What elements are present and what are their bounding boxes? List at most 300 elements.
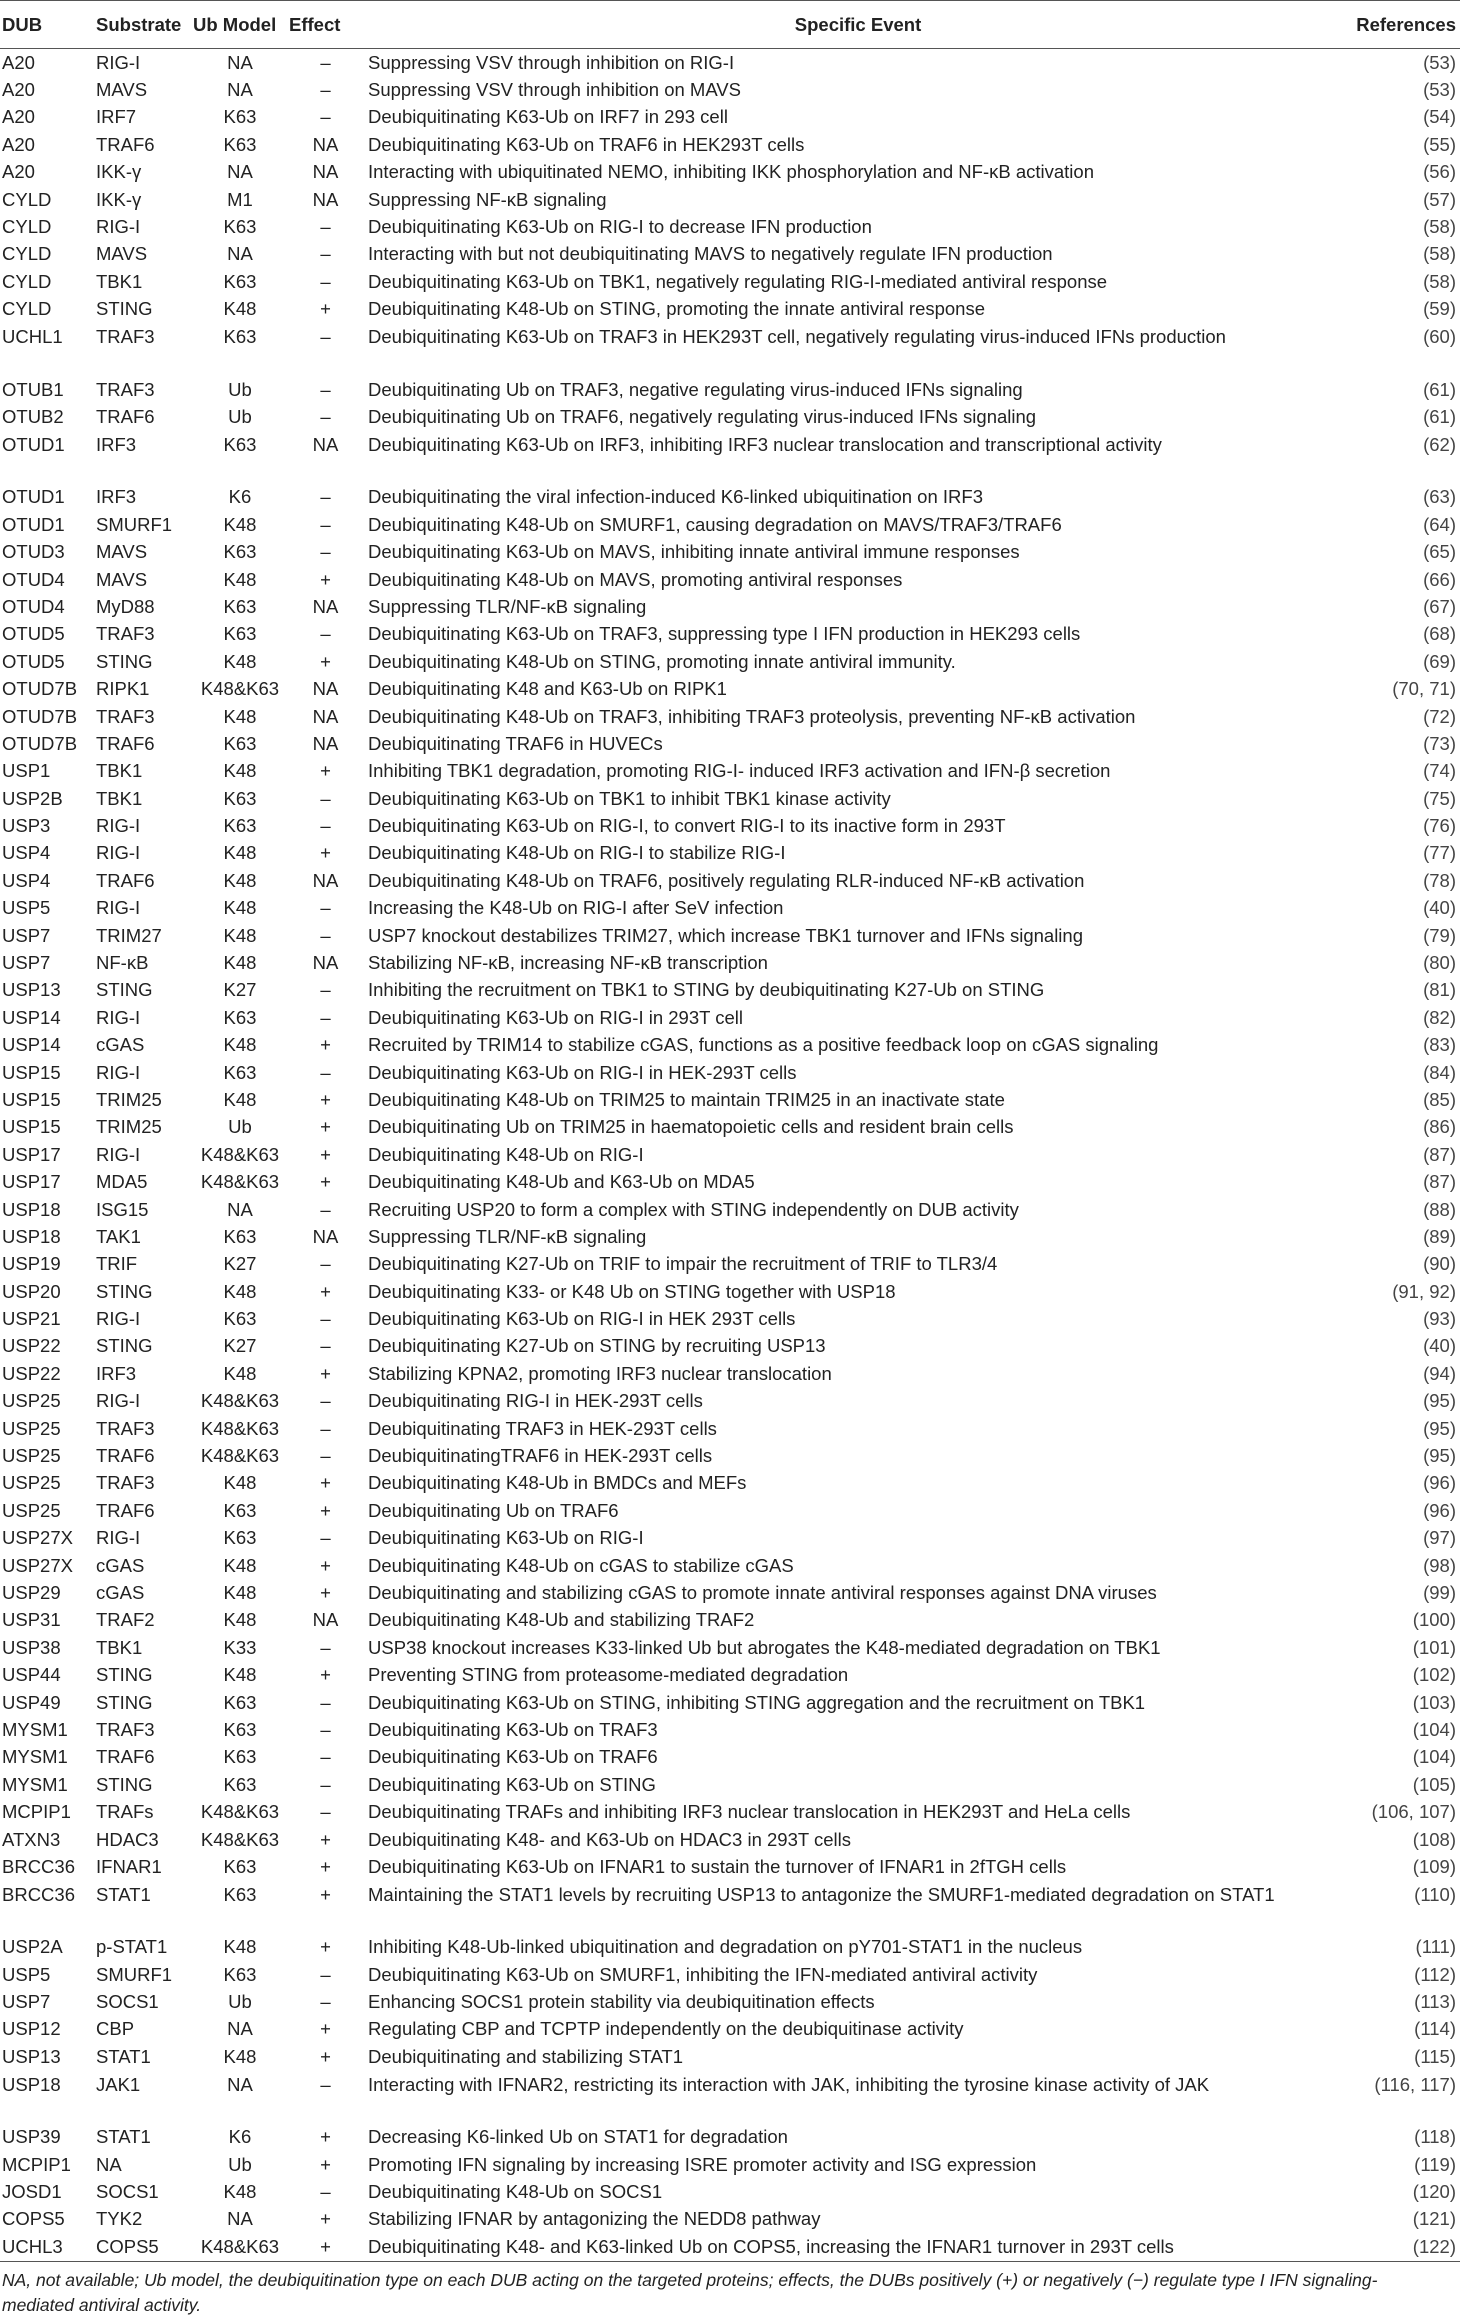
- cell-effect: –: [320, 1445, 331, 1467]
- cell-effect: –: [320, 1417, 331, 1439]
- cell-ub-model: K48&K63: [191, 2233, 287, 2261]
- cell-references: (40): [1423, 1335, 1456, 1357]
- cell-substrate: TRAF3: [96, 378, 155, 400]
- cell-ub-model: K48: [223, 1609, 257, 1631]
- cell-specific-event: Deubiquitinating K63-Ub on IRF3, inhibiting IRF3 nuclear translocation and transcriptional activity: [368, 433, 1162, 455]
- cell-references: (89): [1423, 1225, 1456, 1247]
- cell-references: (61): [1423, 378, 1456, 400]
- cell-dub: A20: [2, 161, 35, 183]
- table-header: [0, 1, 1460, 49]
- cell-effect: –: [320, 1308, 331, 1330]
- cell-ub-model: K48: [223, 897, 257, 919]
- cell-ub-model: K63: [223, 1718, 257, 1740]
- cell-dub: CYLD: [2, 298, 52, 320]
- cell-references: (88): [1423, 1198, 1456, 1220]
- cell-specific-event: Deubiquitinating K63-Ub on STING: [368, 1773, 656, 1795]
- cell-ub-model: K63: [223, 1773, 257, 1795]
- cell-ub-model: NA: [227, 161, 253, 183]
- cell-substrate: STAT1: [96, 2126, 151, 2148]
- cell-effect: +: [320, 2208, 331, 2230]
- cell-effect: –: [320, 1746, 331, 1768]
- cell-references: (93): [1423, 1308, 1456, 1330]
- cell-specific-event: Deubiquitinating Ub on TRAF3, negative regulating virus-induced IFNs signaling: [368, 378, 1023, 400]
- cell-effect: +: [320, 842, 331, 864]
- cell-references: (101): [1412, 1636, 1456, 1658]
- cell-effect: –: [320, 513, 331, 535]
- cell-references: (65): [1423, 541, 1456, 563]
- cell-effect: +: [320, 2018, 331, 2040]
- cell-dub: USP38: [2, 1636, 61, 1658]
- cell-references: (98): [1423, 1554, 1456, 1576]
- table-row: [0, 1579, 1460, 1606]
- table-row: [0, 895, 1460, 922]
- cell-ub-model: K48&K63: [200, 1828, 280, 1850]
- cell-references: (96): [1423, 1499, 1456, 1521]
- cell-effect: –: [320, 1801, 331, 1823]
- table-row: [0, 1853, 1460, 1880]
- cell-effect: –: [320, 623, 331, 645]
- cell-references: (68): [1423, 623, 1456, 645]
- cell-effect: –: [320, 325, 331, 347]
- header-substrate: Substrate: [94, 1, 191, 49]
- cell-specific-event: Deubiquitinating K63-Ub on RIG-I in 293T cell: [368, 1006, 744, 1028]
- cell-specific-event: Deubiquitinating K33- or K48 Ub on STING together with USP18: [368, 1280, 896, 1302]
- cell-specific-event: Deubiquitinating and stabilizing STAT1: [368, 2045, 684, 2067]
- cell-substrate: RIG-I: [96, 216, 141, 238]
- cell-ub-model: K48&K63: [200, 1801, 280, 1823]
- cell-substrate: TRAF6: [96, 869, 155, 891]
- header-specific-event: Specific Event: [362, 1, 1352, 49]
- table-row: [0, 1032, 1460, 1059]
- cell-ub-model: K48: [223, 1472, 257, 1494]
- cell-substrate: RIG-I: [96, 1527, 141, 1549]
- cell-substrate: TBK1: [96, 270, 143, 292]
- cell-dub: USP25: [2, 1499, 61, 1521]
- table-row: [0, 2151, 1460, 2178]
- cell-effect: –: [320, 1636, 331, 1658]
- cell-substrate: TRAF6: [96, 1499, 155, 1521]
- cell-references: (112): [1414, 1963, 1456, 1985]
- cell-specific-event: Decreasing K6-linked Ub on STAT1 for degradation: [368, 2126, 788, 2148]
- cell-specific-event: Deubiquitinating K63-Ub on RIG-I in HEK 293T cells: [368, 1308, 796, 1330]
- cell-effect: +: [320, 2045, 331, 2067]
- cell-dub: USP20: [2, 1280, 61, 1302]
- cell-specific-event: Deubiquitinating K63-Ub on TRAF6 in HEK293T cells: [368, 133, 805, 155]
- cell-substrate: RIG-I: [96, 897, 141, 919]
- header-effect: Effect: [287, 1, 362, 49]
- cell-dub: USP29: [2, 1582, 61, 1603]
- cell-substrate: TRIF: [96, 1253, 138, 1275]
- cell-references: (78): [1423, 869, 1456, 891]
- cell-references: (62): [1423, 433, 1456, 455]
- cell-ub-model: K63: [223, 1527, 257, 1549]
- cell-specific-event: Deubiquitinating and stabilizing cGAS to promote innate antiviral responses against DNA viruses: [368, 1582, 1157, 1603]
- cell-dub: USP18: [2, 2073, 61, 2095]
- table-row: [0, 1141, 1460, 1168]
- cell-ub-model: K48: [223, 1582, 257, 1603]
- cell-ub-model: K48: [223, 842, 257, 864]
- cell-substrate: MAVS: [96, 568, 148, 590]
- table-row: [0, 1771, 1460, 1798]
- cell-effect: NA: [312, 433, 339, 455]
- cell-references: (90): [1423, 1253, 1456, 1275]
- cell-references: (61): [1423, 405, 1456, 427]
- table-body: [0, 49, 1460, 2262]
- cell-ub-model: K48: [223, 298, 257, 320]
- cell-specific-event: Interacting with ubiquitinated NEMO, inhibiting IKK phosphorylation and NF-κB activation: [368, 161, 1094, 183]
- table-row: [0, 1278, 1460, 1305]
- cell-specific-event: Deubiquitinating Ub on TRAF6, negatively regulating virus-induced IFNs signaling: [368, 405, 1037, 427]
- cell-substrate: IRF3: [96, 433, 137, 455]
- cell-effect: –: [320, 815, 331, 837]
- cell-dub: USP2B: [2, 787, 63, 809]
- cell-references: (102): [1412, 1664, 1456, 1686]
- cell-references: (57): [1423, 188, 1456, 210]
- cell-references: (73): [1423, 732, 1456, 754]
- cell-specific-event: Deubiquitinating K48-Ub on MAVS, promoting antiviral responses: [368, 568, 903, 590]
- cell-ub-model: K63: [223, 1855, 257, 1877]
- cell-effect: NA: [312, 161, 339, 183]
- cell-specific-event: Deubiquitinating K48-Ub on TRAF3, inhibiting TRAF3 proteolysis, preventing NF-κB activation: [368, 705, 1136, 727]
- cell-references: (66): [1423, 568, 1456, 590]
- cell-specific-event: Suppressing NF-κB signaling: [368, 188, 607, 210]
- cell-specific-event: Deubiquitinating K48 and K63-Ub on RIPK1: [368, 678, 727, 700]
- cell-dub: COPS5: [2, 2208, 65, 2230]
- cell-specific-event: Suppressing VSV through inhibition on MAVS: [368, 79, 741, 101]
- table-row: [0, 159, 1460, 186]
- cell-specific-event: Recruiting USP20 to form a complex with STING independently on DUB activity: [368, 1198, 1019, 1220]
- cell-references: (119): [1414, 2153, 1456, 2175]
- cell-references: (91, 92): [1392, 1280, 1456, 1302]
- cell-dub: USP27X: [2, 1527, 73, 1549]
- table-row: [0, 213, 1460, 240]
- cell-specific-event: Deubiquitinating K48-Ub and stabilizing TRAF2: [368, 1609, 755, 1631]
- cell-dub: USP49: [2, 1691, 61, 1713]
- cell-specific-event: DeubiquitinatingTRAF6 in HEK-293T cells: [368, 1445, 713, 1467]
- table-row: [0, 1196, 1460, 1223]
- cell-references: (67): [1423, 595, 1456, 617]
- cell-substrate: JAK1: [96, 2073, 141, 2095]
- cell-substrate: TRIM27: [96, 924, 162, 946]
- cell-dub: USP7: [2, 1991, 51, 2013]
- cell-effect: +: [320, 568, 331, 590]
- table-row: [0, 484, 1460, 511]
- cell-specific-event: Deubiquitinating K48-Ub on cGAS to stabilize cGAS: [368, 1554, 794, 1576]
- cell-effect: +: [320, 650, 331, 672]
- cell-effect: NA: [312, 732, 339, 754]
- cell-references: (94): [1423, 1362, 1456, 1384]
- cell-dub: USP25: [2, 1445, 61, 1467]
- cell-effect: +: [320, 1855, 331, 1877]
- cell-references: (72): [1423, 705, 1456, 727]
- cell-ub-model: K48&K63: [200, 1445, 280, 1467]
- cell-ub-model: K48: [223, 952, 257, 974]
- cell-effect: –: [320, 787, 331, 809]
- cell-substrate: MAVS: [96, 541, 148, 563]
- cell-ub-model: NA: [227, 243, 253, 265]
- cell-substrate: RIG-I: [96, 1143, 141, 1165]
- cell-dub: UCHL3: [0, 2233, 94, 2261]
- cell-effect: –: [320, 541, 331, 563]
- cell-dub: OTUD4: [2, 568, 65, 590]
- cell-dub: MYSM1: [2, 1746, 68, 1768]
- cell-substrate: CBP: [96, 2018, 135, 2040]
- cell-ub-model: K48: [223, 1664, 257, 1686]
- cell-effect: NA: [312, 952, 339, 974]
- table-row: [0, 1168, 1460, 1195]
- cell-specific-event: Deubiquitinating K48- and K63-Ub on HDAC3 in 293T cells: [368, 1828, 851, 1850]
- cell-dub: OTUD5: [2, 650, 65, 672]
- table-row: [0, 566, 1460, 593]
- cell-specific-event: Deubiquitinating K63-Ub on RIG-I to decrease IFN production: [368, 216, 872, 238]
- cell-specific-event: Deubiquitinating K27-Ub on TRIF to impair the recruitment of TRIF to TLR3/4: [368, 1253, 998, 1275]
- cell-effect: –: [320, 1006, 331, 1028]
- table-row: [0, 2043, 1460, 2070]
- cell-references: (70, 71): [1392, 678, 1456, 700]
- table-row: [0, 1744, 1460, 1771]
- cell-effect: +: [320, 1828, 331, 1850]
- cell-references: (77): [1423, 842, 1456, 864]
- cell-specific-event: Deubiquitinating Ub on TRIM25 in haematopoietic cells and resident brain cells: [368, 1116, 1014, 1138]
- cell-ub-model: K63: [223, 1061, 257, 1083]
- table-row: [0, 785, 1460, 812]
- cell-ub-model: K63: [223, 1883, 257, 1905]
- cell-references: (120): [1412, 2181, 1456, 2203]
- cell-references: (103): [1412, 1691, 1456, 1713]
- cell-references: (122): [1352, 2233, 1460, 2261]
- cell-references: (118): [1414, 2126, 1456, 2148]
- cell-dub: MCPIP1: [2, 1801, 71, 1823]
- cell-ub-model: K33: [223, 1636, 257, 1658]
- cell-substrate: TRAF3: [96, 325, 155, 347]
- cell-effect: +: [320, 298, 331, 320]
- cell-dub: USP14: [2, 1006, 61, 1028]
- cell-dub: USP4: [2, 842, 51, 864]
- table-row: [0, 1305, 1460, 1332]
- cell-references: (79): [1423, 924, 1456, 946]
- cell-dub: OTUD5: [2, 623, 65, 645]
- cell-references: (54): [1423, 106, 1456, 128]
- table-row: [0, 1661, 1460, 1688]
- cell-substrate: TRAF3: [96, 623, 155, 645]
- table-row: [0, 621, 1460, 648]
- cell-ub-model: K48: [223, 1034, 257, 1056]
- cell-substrate: RIG-I: [96, 1061, 141, 1083]
- cell-dub: USP17: [2, 1143, 61, 1165]
- cell-substrate: RIG-I: [96, 51, 141, 73]
- cell-ub-model: K63: [223, 270, 257, 292]
- cell-specific-event: Deubiquitinating K63-Ub on TRAF3, suppressing type I IFN production in HEK293 cells: [368, 623, 1081, 645]
- cell-dub: USP27X: [2, 1554, 73, 1576]
- table-row: [0, 2016, 1460, 2043]
- cell-references: (60): [1423, 325, 1456, 347]
- cell-references: (84): [1423, 1061, 1456, 1083]
- cell-ub-model: K48: [223, 760, 257, 782]
- table-row: [0, 1333, 1460, 1360]
- cell-references: (58): [1423, 216, 1456, 238]
- cell-ub-model: K63: [223, 541, 257, 563]
- cell-specific-event: Promoting IFN signaling by increasing ISRE promoter activity and ISG expression: [368, 2153, 1037, 2175]
- cell-substrate: STING: [96, 1664, 153, 1686]
- cell-specific-event: Deubiquitinating K48-Ub on STING, promoting innate antiviral immunity.: [368, 650, 956, 672]
- cell-dub: OTUB2: [2, 405, 64, 427]
- cell-effect: NA: [312, 869, 339, 891]
- cell-ub-model: K63: [223, 815, 257, 837]
- header-ub-model: Ub Model: [191, 1, 287, 49]
- cell-effect: NA: [312, 678, 339, 700]
- cell-effect: –: [320, 897, 331, 919]
- cell-ub-model: K48&K63: [200, 678, 280, 700]
- cell-effect: +: [320, 1554, 331, 1576]
- cell-specific-event: Deubiquitinating K63-Ub on RIG-I in HEK-293T cells: [368, 1061, 797, 1083]
- cell-dub: CYLD: [2, 243, 52, 265]
- table-row: [0, 131, 1460, 158]
- cell-effect: +: [320, 1664, 331, 1686]
- cell-specific-event: Deubiquitinating K63-Ub on STING, inhibiting STING aggregation and the recruitment on TBK1: [368, 1691, 1146, 1713]
- cell-dub: MYSM1: [2, 1718, 68, 1740]
- cell-substrate: ISG15: [96, 1198, 149, 1220]
- cell-ub-model: K63: [223, 433, 257, 455]
- table-row: [0, 268, 1460, 295]
- table-row: [0, 2206, 1460, 2233]
- cell-ub-model: K63: [223, 1225, 257, 1247]
- cell-ub-model: K48: [223, 705, 257, 727]
- cell-ub-model: K27: [223, 1335, 257, 1357]
- cell-references: (95): [1423, 1417, 1456, 1439]
- table-row: [0, 1086, 1460, 1113]
- cell-ub-model: K63: [223, 732, 257, 754]
- table-row: [0, 812, 1460, 839]
- cell-references: (80): [1423, 952, 1456, 974]
- cell-effect: –: [320, 979, 331, 1001]
- cell-ub-model: M1: [227, 188, 253, 210]
- cell-specific-event: Recruited by TRIM14 to stabilize cGAS, functions as a positive feedback loop on cGAS signaling: [368, 1034, 1159, 1056]
- cell-ub-model: K48: [223, 2181, 257, 2203]
- cell-references: (82): [1423, 1006, 1456, 1028]
- cell-ub-model: K48&K63: [200, 1390, 280, 1412]
- cell-specific-event: Deubiquitinating K63-Ub on RIG-I, to convert RIG-I to its inactive form in 293T: [368, 815, 1006, 837]
- cell-references: (109): [1412, 1855, 1456, 1877]
- cell-effect: –: [320, 1773, 331, 1795]
- table-row: [0, 2233, 1460, 2261]
- cell-ub-model: K48: [223, 924, 257, 946]
- cell-ub-model: K63: [223, 216, 257, 238]
- table-row: [0, 241, 1460, 268]
- cell-dub: JOSD1: [2, 2181, 62, 2203]
- cell-specific-event: Deubiquitinating Ub on TRAF6: [368, 1499, 619, 1521]
- cell-dub: A20: [2, 133, 35, 155]
- table-row: [0, 648, 1460, 675]
- cell-ub-model: K48: [223, 650, 257, 672]
- cell-effect: +: [320, 760, 331, 782]
- cell-ub-model: NA: [227, 79, 253, 101]
- table-row: [0, 1442, 1460, 1469]
- cell-effect: +: [320, 1116, 331, 1138]
- cell-dub: USP15: [2, 1116, 61, 1138]
- cell-references: (99): [1423, 1582, 1456, 1603]
- cell-specific-event: Inhibiting K48-Ub-linked ubiquitination and degradation on pY701-STAT1 in the nucleus: [368, 1936, 1083, 1958]
- cell-effect: –: [320, 486, 331, 508]
- cell-references: (97): [1423, 1527, 1456, 1549]
- cell-effect: –: [320, 216, 331, 238]
- cell-references: (64): [1423, 513, 1456, 535]
- cell-ub-model: K63: [223, 1499, 257, 1521]
- cell-ub-model: Ub: [228, 378, 252, 400]
- cell-substrate: TBK1: [96, 787, 143, 809]
- cell-specific-event: Deubiquitinating TRAF3 in HEK-293T cells: [368, 1417, 717, 1439]
- cell-substrate: STING: [96, 979, 153, 1001]
- cell-ub-model: K63: [223, 1308, 257, 1330]
- cell-specific-event: Deubiquitinating K48-Ub on RIG-I: [368, 1143, 644, 1165]
- table-row: [0, 2124, 1460, 2151]
- cell-dub: OTUD7B: [2, 705, 78, 727]
- cell-effect: –: [320, 106, 331, 128]
- cell-specific-event: Inhibiting the recruitment on TBK1 to STING by deubiquitinating K27-Ub on STING: [368, 979, 1045, 1001]
- cell-effect: –: [320, 1691, 331, 1713]
- cell-ub-model: K63: [223, 1746, 257, 1768]
- cell-ub-model: K63: [223, 787, 257, 809]
- cell-references: (75): [1423, 787, 1456, 809]
- table-row: [0, 1004, 1460, 1031]
- cell-references: (115): [1414, 2045, 1456, 2067]
- cell-substrate: STAT1: [96, 2045, 151, 2067]
- cell-dub: USP17: [2, 1171, 61, 1193]
- cell-substrate: IRF3: [96, 1362, 137, 1384]
- cell-dub: USP25: [2, 1472, 61, 1494]
- header-references: References: [1352, 1, 1460, 49]
- table-row: [0, 867, 1460, 894]
- cell-ub-model: K63: [223, 1691, 257, 1713]
- cell-effect: –: [320, 270, 331, 292]
- cell-specific-event: Increasing the K48-Ub on RIG-I after SeV infection: [368, 897, 784, 919]
- cell-specific-event: Stabilizing IFNAR by antagonizing the NEDD8 pathway: [368, 2208, 821, 2230]
- cell-references: (121): [1412, 2208, 1456, 2230]
- cell-effect: –: [320, 1390, 331, 1412]
- table-row: [0, 403, 1460, 430]
- cell-substrate: RIG-I: [96, 815, 141, 837]
- cell-effect: NA: [312, 1225, 339, 1247]
- table-row: [0, 538, 1460, 565]
- cell-ub-model: K48&K63: [200, 1171, 280, 1193]
- cell-substrate: SMURF1: [96, 513, 173, 535]
- cell-references: (105): [1412, 1773, 1456, 1795]
- cell-specific-event: USP38 knockout increases K33-linked Ub but abrogates the K48-mediated degradation on TBK1: [368, 1636, 1161, 1658]
- cell-substrate: IKK-γ: [96, 188, 142, 210]
- cell-substrate: TRAF3: [96, 1472, 155, 1494]
- cell-specific-event: Deubiquitinating TRAF6 in HUVECs: [368, 732, 663, 754]
- cell-specific-event: Deubiquitinating K48-Ub on TRIM25 to maintain TRIM25 in an inactivate state: [368, 1088, 1005, 1110]
- cell-references: (56): [1423, 161, 1456, 183]
- cell-dub: USP12: [2, 2018, 61, 2040]
- cell-dub: OTUD7B: [2, 678, 78, 700]
- cell-effect: –: [320, 1335, 331, 1357]
- cell-dub: OTUD3: [2, 541, 65, 563]
- cell-specific-event: Deubiquitinating K48-Ub on STING, promoting the innate antiviral response: [368, 298, 986, 320]
- cell-effect: –: [320, 2181, 331, 2203]
- cell-ub-model: Ub: [228, 1116, 252, 1138]
- table-footnote: NA, not available; Ub model, the deubiquitination type on each DUB acting on the targeted proteins; effects, the DUBs positively (+) or negatively (−) regulate type I IFN signaling-mediated antiviral activity.: [2, 2269, 1378, 2315]
- cell-substrate: TRAFs: [96, 1801, 154, 1823]
- cell-dub: USP15: [2, 1088, 61, 1110]
- cell-references: (100): [1412, 1609, 1456, 1631]
- table-row: [0, 49, 1460, 77]
- cell-effect: NA: [312, 133, 339, 155]
- cell-ub-model: NA: [227, 1198, 253, 1220]
- cell-substrate: RIG-I: [96, 842, 141, 864]
- table-row: [0, 1525, 1460, 1552]
- cell-effect: NA: [312, 1609, 339, 1631]
- cell-substrate: STING: [96, 1691, 153, 1713]
